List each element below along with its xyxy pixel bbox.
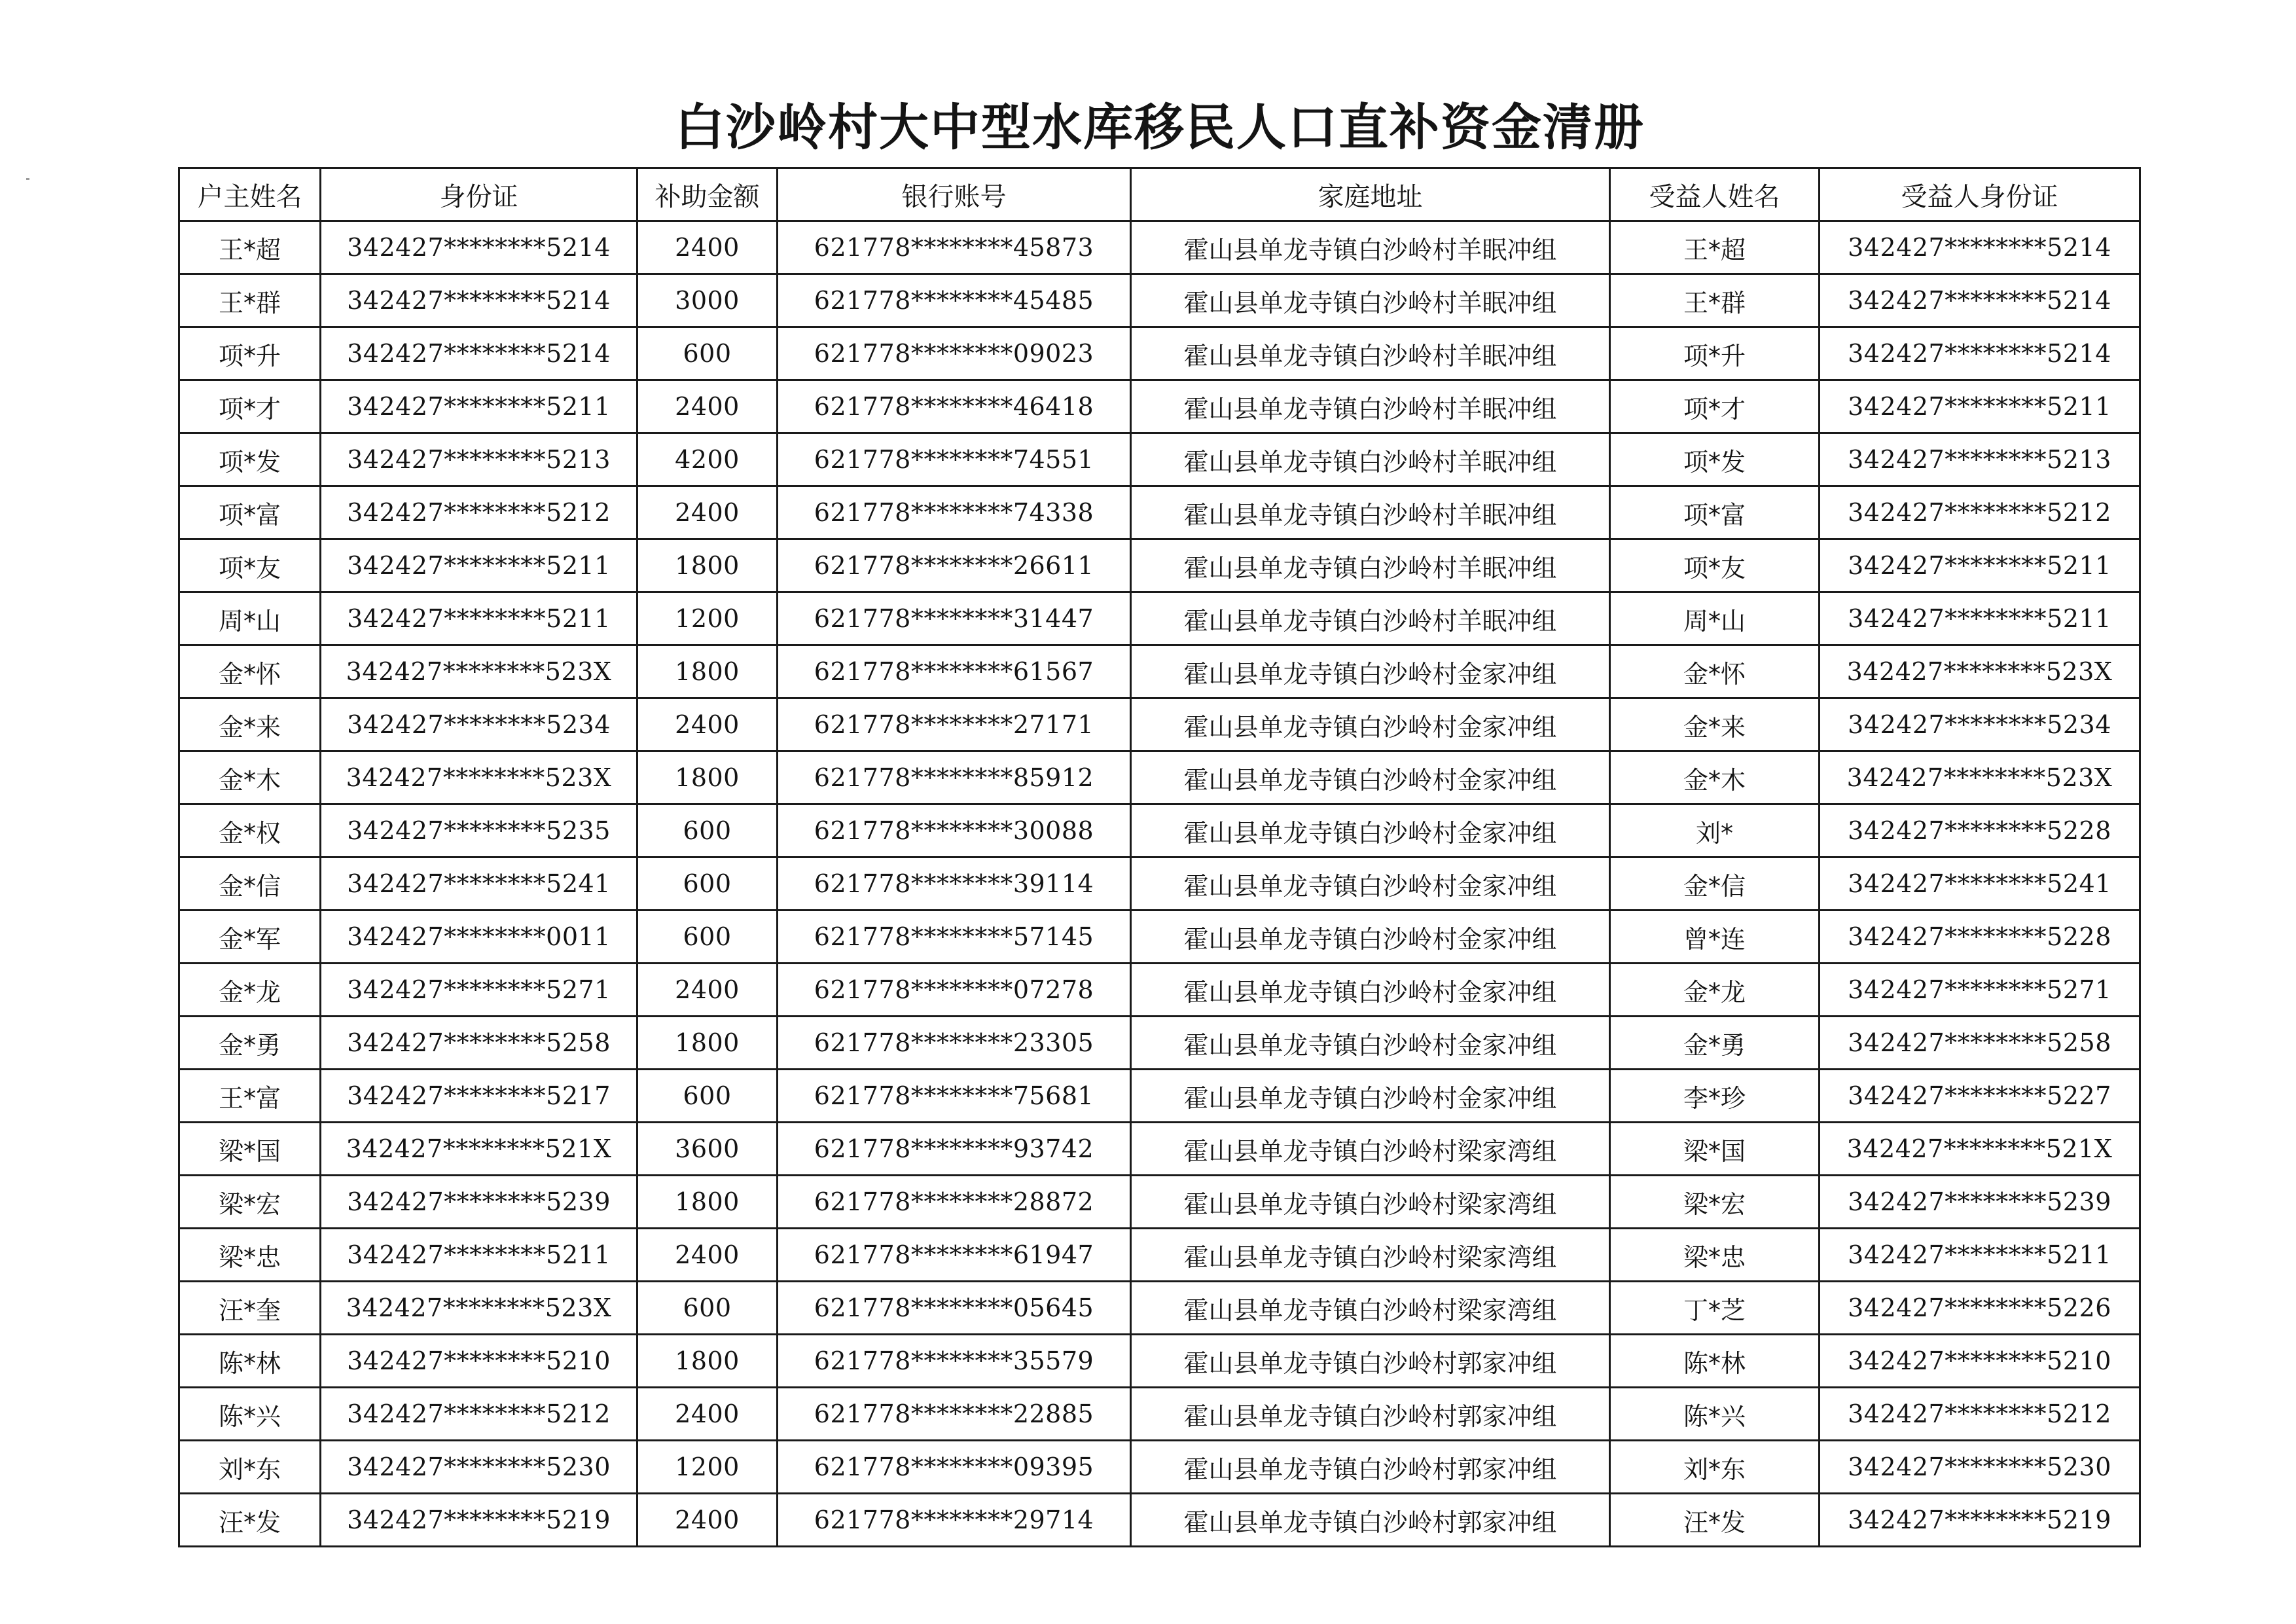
id-card-cell: 342427********5239	[321, 1176, 637, 1229]
bank-account-cell: 621778********75681	[778, 1070, 1131, 1123]
subsidy-amount-cell: 3000	[637, 274, 778, 327]
householder-name-cell: 汪*发	[179, 1494, 321, 1547]
beneficiary-name-cell: 金*来	[1610, 698, 1820, 751]
beneficiary-id-card-cell: 342427********5211	[1820, 1229, 2140, 1282]
beneficiary-id-card-cell: 342427********5214	[1820, 221, 2140, 274]
id-card-cell: 342427********0011	[321, 911, 637, 964]
bank-account-cell: 621778********61567	[778, 645, 1131, 698]
subsidy-amount-cell: 600	[637, 1282, 778, 1335]
table-row	[179, 380, 2140, 433]
id-card-cell: 342427********5214	[321, 221, 637, 274]
beneficiary-id-card-cell: 342427********5241	[1820, 857, 2140, 911]
subsidy-amount-cell: 2400	[637, 698, 778, 751]
table-row	[179, 221, 2140, 274]
header-id-card: 身份证	[321, 168, 637, 221]
table-row	[179, 539, 2140, 592]
beneficiary-id-card-cell: 342427********5212	[1820, 486, 2140, 539]
table-row	[179, 1229, 2140, 1282]
householder-name-cell: 陈*林	[179, 1335, 321, 1388]
id-card-cell: 342427********5212	[321, 486, 637, 539]
householder-name-cell: 王*群	[179, 274, 321, 327]
table-row	[179, 857, 2140, 911]
table-row	[179, 645, 2140, 698]
id-card-cell: 342427********521X	[321, 1123, 637, 1176]
bank-account-cell: 621778********35579	[778, 1335, 1131, 1388]
beneficiary-id-card-cell: 342427********5213	[1820, 433, 2140, 486]
table-row	[179, 1282, 2140, 1335]
beneficiary-name-cell: 梁*宏	[1610, 1176, 1820, 1229]
beneficiary-name-cell: 汪*发	[1610, 1494, 1820, 1547]
subsidy-amount-cell: 2400	[637, 964, 778, 1017]
householder-name-cell: 王*超	[179, 221, 321, 274]
subsidy-amount-cell: 2400	[637, 1494, 778, 1547]
id-card-cell: 342427********523X	[321, 751, 637, 804]
home-address-cell: 霍山县单龙寺镇白沙岭村金家冲组	[1131, 1017, 1610, 1070]
table-row	[179, 327, 2140, 380]
subsidy-amount-cell: 600	[637, 804, 778, 857]
subsidy-amount-cell: 1800	[637, 1176, 778, 1229]
subsidy-amount-cell: 600	[637, 857, 778, 911]
table-row	[179, 1017, 2140, 1070]
beneficiary-id-card-cell: 342427********5271	[1820, 964, 2140, 1017]
householder-name-cell: 金*怀	[179, 645, 321, 698]
home-address-cell: 霍山县单龙寺镇白沙岭村羊眠冲组	[1131, 539, 1610, 592]
table-row	[179, 274, 2140, 327]
table-body	[179, 221, 2140, 1547]
id-card-cell: 342427********5234	[321, 698, 637, 751]
table-row	[179, 1123, 2140, 1176]
subsidy-amount-cell: 1800	[637, 645, 778, 698]
home-address-cell: 霍山县单龙寺镇白沙岭村金家冲组	[1131, 1070, 1610, 1123]
bank-account-cell: 621778********09023	[778, 327, 1131, 380]
householder-name-cell: 金*来	[179, 698, 321, 751]
home-address-cell: 霍山县单龙寺镇白沙岭村羊眠冲组	[1131, 486, 1610, 539]
table-row	[179, 1335, 2140, 1388]
beneficiary-id-card-cell: 342427********5227	[1820, 1070, 2140, 1123]
householder-name-cell: 梁*忠	[179, 1229, 321, 1282]
beneficiary-name-cell: 王*群	[1610, 274, 1820, 327]
beneficiary-id-card-cell: 342427********5239	[1820, 1176, 2140, 1229]
subsidy-amount-cell: 2400	[637, 1388, 778, 1441]
id-card-cell: 342427********523X	[321, 1282, 637, 1335]
id-card-cell: 342427********5211	[321, 539, 637, 592]
home-address-cell: 霍山县单龙寺镇白沙岭村梁家湾组	[1131, 1229, 1610, 1282]
bank-account-cell: 621778********57145	[778, 911, 1131, 964]
bank-account-cell: 621778********28872	[778, 1176, 1131, 1229]
beneficiary-name-cell: 金*怀	[1610, 645, 1820, 698]
header-beneficiary-id-card: 受益人身份证	[1820, 168, 2140, 221]
bank-account-cell: 621778********85912	[778, 751, 1131, 804]
beneficiary-name-cell: 项*才	[1610, 380, 1820, 433]
beneficiary-name-cell: 项*发	[1610, 433, 1820, 486]
householder-name-cell: 梁*国	[179, 1123, 321, 1176]
beneficiary-name-cell: 陈*林	[1610, 1335, 1820, 1388]
bank-account-cell: 621778********29714	[778, 1494, 1131, 1547]
home-address-cell: 霍山县单龙寺镇白沙岭村金家冲组	[1131, 857, 1610, 911]
beneficiary-id-card-cell: 342427********5228	[1820, 911, 2140, 964]
table-row	[179, 911, 2140, 964]
home-address-cell: 霍山县单龙寺镇白沙岭村金家冲组	[1131, 645, 1610, 698]
home-address-cell: 霍山县单龙寺镇白沙岭村金家冲组	[1131, 911, 1610, 964]
subsidy-amount-cell: 1200	[637, 1441, 778, 1494]
householder-name-cell: 金*勇	[179, 1017, 321, 1070]
bank-account-cell: 621778********61947	[778, 1229, 1131, 1282]
beneficiary-name-cell: 陈*兴	[1610, 1388, 1820, 1441]
householder-name-cell: 周*山	[179, 592, 321, 645]
beneficiary-name-cell: 项*升	[1610, 327, 1820, 380]
header-subsidy-amount: 补助金额	[637, 168, 778, 221]
table-row	[179, 964, 2140, 1017]
householder-name-cell: 梁*宏	[179, 1176, 321, 1229]
home-address-cell: 霍山县单龙寺镇白沙岭村金家冲组	[1131, 751, 1610, 804]
bank-account-cell: 621778********07278	[778, 964, 1131, 1017]
document-title: 白沙岭村大中型水库移民人口直补资金清册	[675, 98, 1645, 156]
id-card-cell: 342427********5211	[321, 1229, 637, 1282]
beneficiary-id-card-cell: 342427********5214	[1820, 274, 2140, 327]
beneficiary-id-card-cell: 342427********521X	[1820, 1123, 2140, 1176]
bank-account-cell: 621778********26611	[778, 539, 1131, 592]
table-row	[179, 486, 2140, 539]
beneficiary-name-cell: 金*勇	[1610, 1017, 1820, 1070]
beneficiary-id-card-cell: 342427********5211	[1820, 380, 2140, 433]
id-card-cell: 342427********5214	[321, 327, 637, 380]
id-card-cell: 342427********5213	[321, 433, 637, 486]
subsidy-amount-cell: 2400	[637, 380, 778, 433]
home-address-cell: 霍山县单龙寺镇白沙岭村郭家冲组	[1131, 1441, 1610, 1494]
beneficiary-id-card-cell: 342427********5210	[1820, 1335, 2140, 1388]
beneficiary-id-card-cell: 342427********5226	[1820, 1282, 2140, 1335]
householder-name-cell: 金*木	[179, 751, 321, 804]
bank-account-cell: 621778********93742	[778, 1123, 1131, 1176]
householder-name-cell: 刘*东	[179, 1441, 321, 1494]
householder-name-cell: 金*权	[179, 804, 321, 857]
table-row	[179, 751, 2140, 804]
id-card-cell: 342427********5271	[321, 964, 637, 1017]
home-address-cell: 霍山县单龙寺镇白沙岭村郭家冲组	[1131, 1335, 1610, 1388]
householder-name-cell: 项*升	[179, 327, 321, 380]
home-address-cell: 霍山县单龙寺镇白沙岭村羊眠冲组	[1131, 592, 1610, 645]
subsidy-amount-cell: 1800	[637, 1335, 778, 1388]
beneficiary-name-cell: 李*珍	[1610, 1070, 1820, 1123]
id-card-cell: 342427********5217	[321, 1070, 637, 1123]
home-address-cell: 霍山县单龙寺镇白沙岭村梁家湾组	[1131, 1282, 1610, 1335]
subsidy-register-table	[178, 167, 2141, 1547]
householder-name-cell: 陈*兴	[179, 1388, 321, 1441]
home-address-cell: 霍山县单龙寺镇白沙岭村金家冲组	[1131, 964, 1610, 1017]
header-householder-name: 户主姓名	[179, 168, 321, 221]
beneficiary-id-card-cell: 342427********5211	[1820, 539, 2140, 592]
bank-account-cell: 621778********45873	[778, 221, 1131, 274]
table-header-row	[179, 168, 2140, 221]
table-row	[179, 698, 2140, 751]
table-row	[179, 1176, 2140, 1229]
bank-account-cell: 621778********39114	[778, 857, 1131, 911]
subsidy-amount-cell: 3600	[637, 1123, 778, 1176]
id-card-cell: 342427********5212	[321, 1388, 637, 1441]
home-address-cell: 霍山县单龙寺镇白沙岭村羊眠冲组	[1131, 433, 1610, 486]
bank-account-cell: 621778********22885	[778, 1388, 1131, 1441]
beneficiary-id-card-cell: 342427********5228	[1820, 804, 2140, 857]
home-address-cell: 霍山县单龙寺镇白沙岭村梁家湾组	[1131, 1176, 1610, 1229]
beneficiary-name-cell: 刘*	[1610, 804, 1820, 857]
id-card-cell: 342427********5210	[321, 1335, 637, 1388]
beneficiary-name-cell: 曾*连	[1610, 911, 1820, 964]
beneficiary-name-cell: 金*木	[1610, 751, 1820, 804]
subsidy-amount-cell: 600	[637, 911, 778, 964]
householder-name-cell: 王*富	[179, 1070, 321, 1123]
subsidy-amount-cell: 2400	[637, 1229, 778, 1282]
beneficiary-name-cell: 刘*东	[1610, 1441, 1820, 1494]
householder-name-cell: 项*富	[179, 486, 321, 539]
subsidy-amount-cell: 600	[637, 1070, 778, 1123]
subsidy-amount-cell: 4200	[637, 433, 778, 486]
table-row	[179, 1388, 2140, 1441]
householder-name-cell: 汪*奎	[179, 1282, 321, 1335]
table-row	[179, 1070, 2140, 1123]
householder-name-cell: 金*龙	[179, 964, 321, 1017]
bank-account-cell: 621778********45485	[778, 274, 1131, 327]
table-row	[179, 1494, 2140, 1547]
beneficiary-name-cell: 项*富	[1610, 486, 1820, 539]
id-card-cell: 342427********5214	[321, 274, 637, 327]
beneficiary-name-cell: 王*超	[1610, 221, 1820, 274]
bank-account-cell: 621778********74551	[778, 433, 1131, 486]
table-row	[179, 804, 2140, 857]
bank-account-cell: 621778********05645	[778, 1282, 1131, 1335]
beneficiary-id-card-cell: 342427********5212	[1820, 1388, 2140, 1441]
beneficiary-name-cell: 丁*芝	[1610, 1282, 1820, 1335]
beneficiary-id-card-cell: 342427********523X	[1820, 645, 2140, 698]
beneficiary-id-card-cell: 342427********523X	[1820, 751, 2140, 804]
beneficiary-id-card-cell: 342427********5230	[1820, 1441, 2140, 1494]
beneficiary-name-cell: 周*山	[1610, 592, 1820, 645]
id-card-cell: 342427********5235	[321, 804, 637, 857]
table-row	[179, 1441, 2140, 1494]
home-address-cell: 霍山县单龙寺镇白沙岭村羊眠冲组	[1131, 380, 1610, 433]
householder-name-cell: 金*军	[179, 911, 321, 964]
bank-account-cell: 621778********30088	[778, 804, 1131, 857]
subsidy-amount-cell: 1800	[637, 539, 778, 592]
id-card-cell: 342427********5258	[321, 1017, 637, 1070]
id-card-cell: 342427********5219	[321, 1494, 637, 1547]
bank-account-cell: 621778********27171	[778, 698, 1131, 751]
header-beneficiary-name: 受益人姓名	[1610, 168, 1820, 221]
subsidy-amount-cell: 1800	[637, 751, 778, 804]
beneficiary-id-card-cell: 342427********5214	[1820, 327, 2140, 380]
home-address-cell: 霍山县单龙寺镇白沙岭村郭家冲组	[1131, 1494, 1610, 1547]
bank-account-cell: 621778********09395	[778, 1441, 1131, 1494]
home-address-cell: 霍山县单龙寺镇白沙岭村羊眠冲组	[1131, 327, 1610, 380]
subsidy-amount-cell: 1200	[637, 592, 778, 645]
beneficiary-name-cell: 金*信	[1610, 857, 1820, 911]
home-address-cell: 霍山县单龙寺镇白沙岭村金家冲组	[1131, 804, 1610, 857]
beneficiary-name-cell: 项*友	[1610, 539, 1820, 592]
id-card-cell: 342427********5241	[321, 857, 637, 911]
beneficiary-id-card-cell: 342427********5234	[1820, 698, 2140, 751]
id-card-cell: 342427********523X	[321, 645, 637, 698]
header-bank-account: 银行账号	[778, 168, 1131, 221]
beneficiary-id-card-cell: 342427********5211	[1820, 592, 2140, 645]
home-address-cell: 霍山县单龙寺镇白沙岭村羊眠冲组	[1131, 274, 1610, 327]
householder-name-cell: 金*信	[179, 857, 321, 911]
home-address-cell: 霍山县单龙寺镇白沙岭村郭家冲组	[1131, 1388, 1610, 1441]
beneficiary-name-cell: 梁*国	[1610, 1123, 1820, 1176]
home-address-cell: 霍山县单龙寺镇白沙岭村梁家湾组	[1131, 1123, 1610, 1176]
beneficiary-name-cell: 金*龙	[1610, 964, 1820, 1017]
subsidy-amount-cell: 600	[637, 327, 778, 380]
subsidy-amount-cell: 2400	[637, 486, 778, 539]
id-card-cell: 342427********5211	[321, 592, 637, 645]
bank-account-cell: 621778********46418	[778, 380, 1131, 433]
id-card-cell: 342427********5211	[321, 380, 637, 433]
beneficiary-name-cell: 梁*忠	[1610, 1229, 1820, 1282]
header-home-address: 家庭地址	[1131, 168, 1610, 221]
subsidy-amount-cell: 1800	[637, 1017, 778, 1070]
home-address-cell: 霍山县单龙寺镇白沙岭村金家冲组	[1131, 698, 1610, 751]
table-row	[179, 592, 2140, 645]
table-row	[179, 433, 2140, 486]
scan-speck	[26, 178, 29, 180]
beneficiary-id-card-cell: 342427********5258	[1820, 1017, 2140, 1070]
householder-name-cell: 项*发	[179, 433, 321, 486]
bank-account-cell: 621778********74338	[778, 486, 1131, 539]
bank-account-cell: 621778********23305	[778, 1017, 1131, 1070]
bank-account-cell: 621778********31447	[778, 592, 1131, 645]
home-address-cell: 霍山县单龙寺镇白沙岭村羊眠冲组	[1131, 221, 1610, 274]
beneficiary-id-card-cell: 342427********5219	[1820, 1494, 2140, 1547]
subsidy-amount-cell: 2400	[637, 221, 778, 274]
householder-name-cell: 项*才	[179, 380, 321, 433]
householder-name-cell: 项*友	[179, 539, 321, 592]
id-card-cell: 342427********5230	[321, 1441, 637, 1494]
